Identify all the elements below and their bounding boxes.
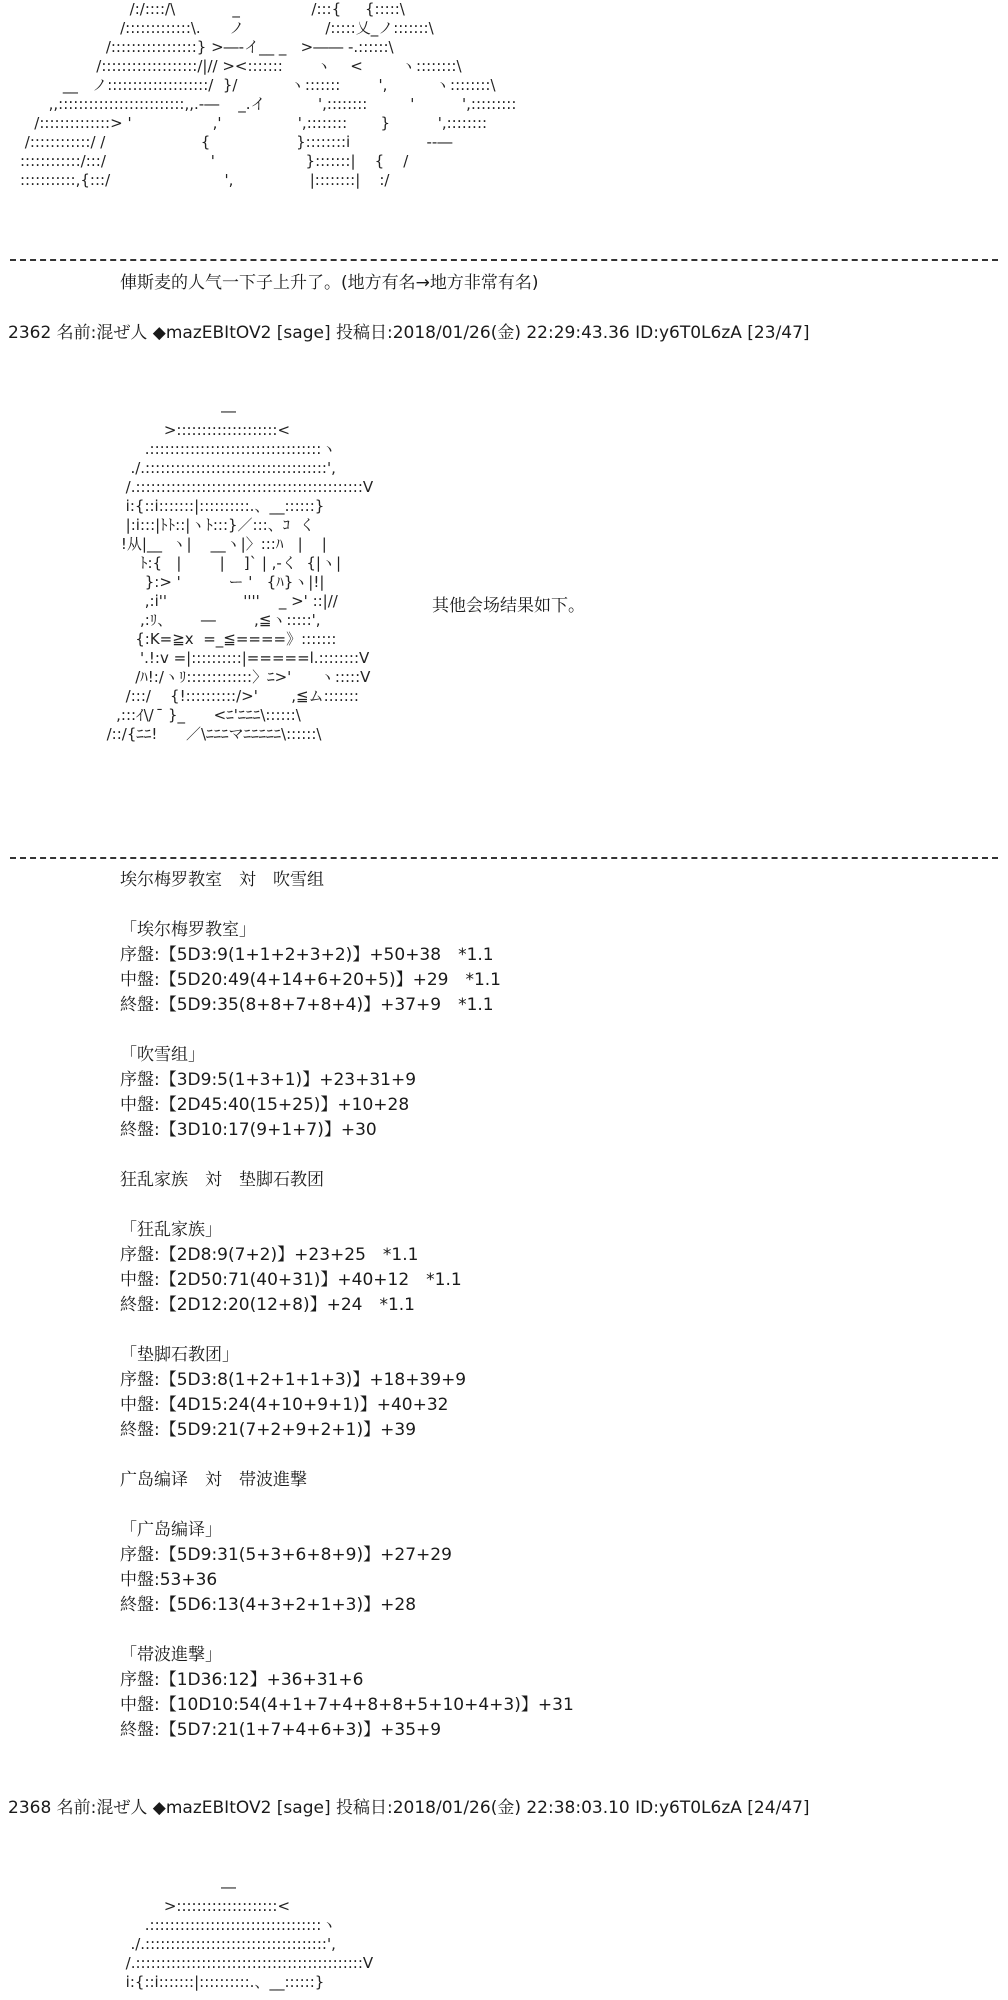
result-line: 中盤:【10D10:54(4+1+7+4+8+8+5+10+4+3)】+31 (120, 1695, 574, 1715)
result-line: 序盤:【1D36:12】+36+31+6 (120, 1670, 364, 1690)
result-line: 「垫脚石教团」 (120, 1345, 239, 1365)
caption: 俥斯麦的人气一下子上升了。(地方有名→地方非常有名) (120, 273, 539, 293)
result-line: 終盤:【3D10:17(9+1+7)】+30 (120, 1120, 377, 1140)
post-header: 2368 名前:混ぜ人 ◆mazEBItOV2 [sage] 投稿日:2018/01/26(金) 22:38:03.10 ID:y6T0L6zA [24/47] (8, 1798, 810, 1818)
result-line: 中盤:53+36 (120, 1570, 218, 1590)
result-line: 序盤:【2D8:9(7+2)】+23+25 *1.1 (120, 1245, 419, 1265)
result-line: 中盤:【2D50:71(40+31)】+40+12 *1.1 (120, 1270, 462, 1290)
result-line: 終盤:【2D12:20(12+8)】+24 *1.1 (120, 1295, 415, 1315)
result-line: 埃尔梅罗教室 対 吹雪组 (120, 870, 324, 890)
side-note: 其他会场结果如下。 (432, 596, 585, 616)
result-line: 中盤:【2D45:40(15+25)】+10+28 (120, 1095, 410, 1115)
result-line: 序盤:【5D3:9(1+1+2+3+2)】+50+38 *1.1 (120, 945, 494, 965)
ascii-art-character: ― >::::::::::::::::::::< .::::::::::::::::::::::::::::::::::ヽ ./.::::::::::::::::::::::::::::::::::::', /.:::::::::::::::::::::::::::::::::::::::::::::V i:{::i:::::::|::::::::::.、__::::::} |:i:::|ﾄﾄ::|ヽﾄ:::}／:::、ｺ く !从|__ ヽ| __ヽ|〉:::ﾊ | | ﾄ:{ | | ]` | ,-く {|ヽ| }:> ' ー ' {ﾊ}ヽ|!| ,:i'' '''' _ >' ::|// ,:ﾘ、 ― ,≦ヽ:::::', {:K=≧x =_≦====》::::::: '.!:v =|::::::::::|=====l.::::::::V /ﾊ!:/ヽﾘ:::::::::::::〉ﾆ>' ヽ:::::V /:::/ {!::::::::::/>' ,≦ム::::::: ,:::ｲ\/ ̄ }_ <ﾆ'ﾆﾆﾆ\::::::\ /::/{ﾆﾆ! ／\ﾆﾆﾆマﾆﾆﾆﾆﾆ\::::::\ (106, 402, 374, 743)
result-line: 「埃尔梅罗教室」 (120, 920, 256, 940)
result-line: 「帯波進撃」 (120, 1645, 222, 1665)
result-line: 終盤:【5D9:35(8+8+7+8+4)】+37+9 *1.1 (120, 995, 494, 1015)
result-line: 狂乱家族 対 垫脚石教团 (120, 1170, 324, 1190)
match-results (120, 868, 574, 1743)
result-line: 終盤:【5D6:13(4+3+2+1+3)】+28 (120, 1595, 417, 1615)
blank-line (120, 1618, 574, 1643)
ascii-art-character-partial: ― >::::::::::::::::::::< .::::::::::::::::::::::::::::::::::ヽ ./.::::::::::::::::::::::::::::::::::::', /.:::::::::::::::::::::::::::::::::::::::::::::V i:{::i:::::::|::::::::::.、__::::::} (125, 1878, 374, 1991)
blank-line (120, 1018, 574, 1043)
result-line: 終盤:【5D7:21(1+7+4+6+3)】+35+9 (120, 1720, 442, 1740)
ascii-art-top: /:/::::/\ _ /:::{ {:::::\ /:::::::::::::\. ノ /:::::乂_ノ:::::::\ /:::::::::::::::::} >―-イ__ _ >―― -.::::::\ /:::::::::::::::::::/|// ><::::::: ヽ < ヽ::::::::\ __ ノ::::::::::::::::::::/ }/ ヽ::::::: ', ヽ::::::::\ ,,:::::::::::::::::::::::::,,.-― _.イ ',:::::::: ' ',::::::::: /::::::::::::::> ' ,' ',:::::::: } ',:::::::: /::::::::::::/ / { }::::::::i -‐― ::::::::::::/:::/ ' }:::::::| { / :::::::::::,{:::/ ', |::::::::| :/ (20, 0, 517, 189)
result-line: 終盤:【5D9:21(7+2+9+2+1)】+39 (120, 1420, 417, 1440)
divider (10, 857, 998, 859)
result-line: 广岛编译 対 帯波進撃 (120, 1470, 307, 1490)
blank-line (120, 1443, 574, 1468)
result-line: 「广岛编译」 (120, 1520, 222, 1540)
blank-line (120, 1193, 574, 1218)
blank-line (120, 1318, 574, 1343)
blank-line (120, 1493, 574, 1518)
post-header: 2362 名前:混ぜ人 ◆mazEBItOV2 [sage] 投稿日:2018/01/26(金) 22:29:43.36 ID:y6T0L6zA [23/47] (8, 323, 810, 343)
result-line: 序盤:【5D3:8(1+2+1+1+3)】+18+39+9 (120, 1370, 467, 1390)
result-line: 「狂乱家族」 (120, 1220, 222, 1240)
result-line: 序盤:【3D9:5(1+3+1)】+23+31+9 (120, 1070, 417, 1090)
result-line: 序盤:【5D9:31(5+3+6+8+9)】+27+29 (120, 1545, 452, 1565)
blank-line (120, 893, 574, 918)
divider (10, 259, 998, 261)
result-line: 「吹雪组」 (120, 1045, 205, 1065)
result-line: 中盤:【4D15:24(4+10+9+1)】+40+32 (120, 1395, 449, 1415)
blank-line (120, 1143, 574, 1168)
result-line: 中盤:【5D20:49(4+14+6+20+5)】+29 *1.1 (120, 970, 501, 990)
